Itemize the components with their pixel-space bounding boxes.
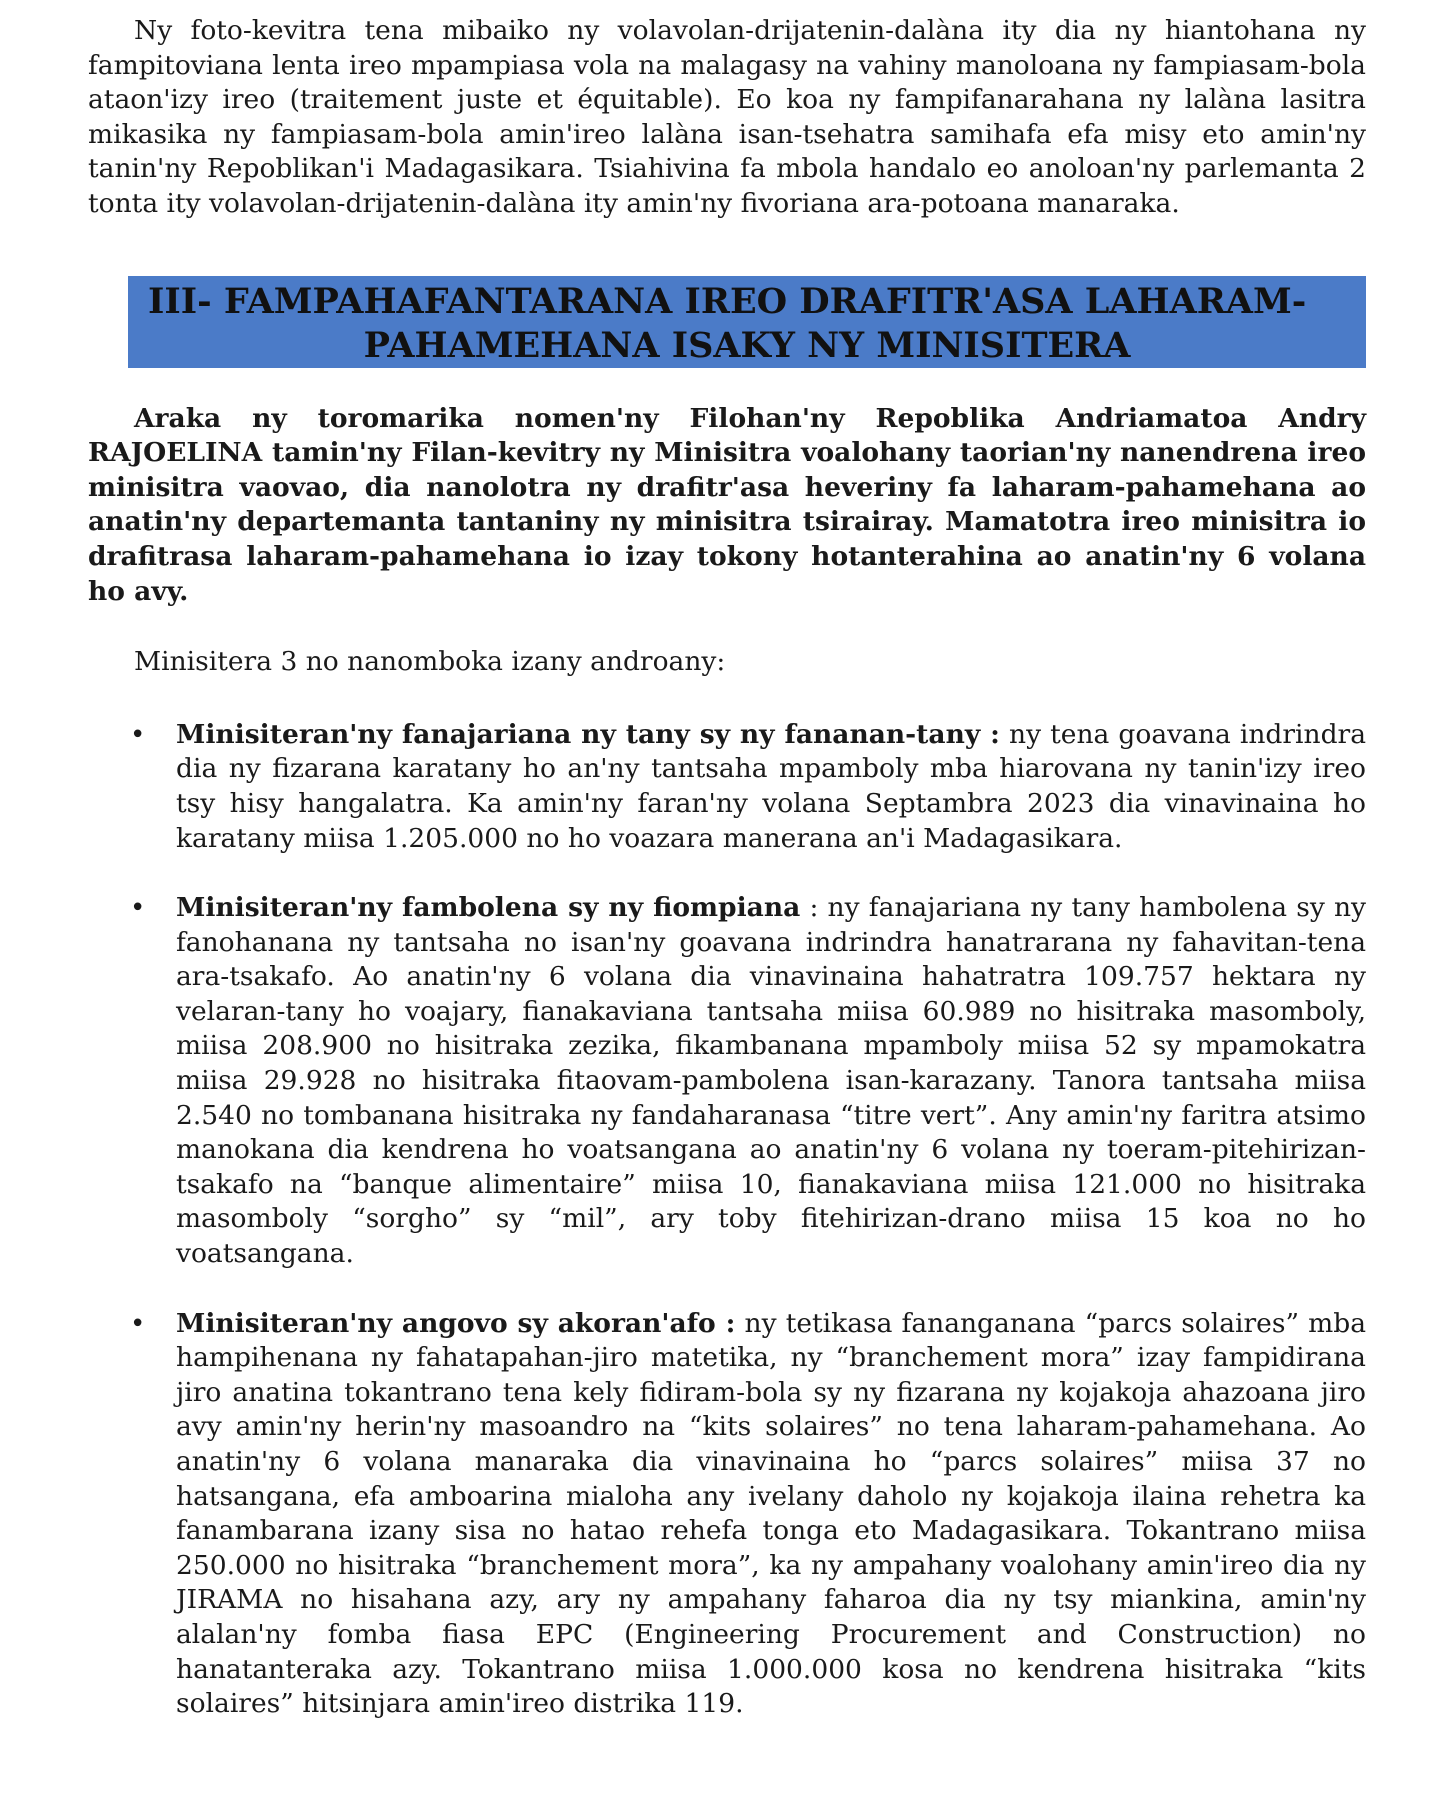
list-item-text (176, 891, 1366, 1272)
list-item-text (176, 718, 1366, 856)
ministry-description: ny tetikasa fananganana “parcs solaires” mba hampihenana ny fahatapahan-jiro matetika, ny “branchement mora” izay fampidirana jiro anatina tokantrano tena kely fidiram-bola sy ny fizarana ny kojakoja ahazoana jiro avy amin'ny herin'ny masoandro na “kits solaires” no tena laharam-pahamehana. Ao anatin'ny 6 volana manaraka dia vinavinaina ho “parcs solaires” miisa 37 no hatsangana, efa amboarina mialoha any ivelany daholo ny kojakoja ilaina rehetra ka fanambarana izany sisa no hatao rehefa tonga eto Madagasikara. Tokantrano miisa 250.000 no hisitraka “branchement mora”, ka ny ampahany voalohany amin'ireo dia ny JIRAMA no hisahana azy, ary ny ampahany faharoa dia ny tsy miankina, amin'ny alalan'ny fomba fiasa EPC (Engineering Procurement and Construction) no hanatanteraka azy. Tokantrano miisa 1.000.000 kosa no kendrena hisitraka “kits solaires” hitsinjara amin'ireo distrika 119. (176, 1307, 1366, 1720)
ministry-description: : ny fanajariana ny tany hambolena sy ny fanohanana ny tantsaha no isan'ny goavana indrindra hanatrarana ny fahavitan-tena ara-tsakafo. Ao anatin'ny 6 volana dia vinavinaina hahatratra 109.757 hektara ny velaran-tany ho voajary, fianakaviana tantsaha miisa 60.989 no hisitraka masomboly, miisa 208.900 no hisitraka zezika, fikambanana mpamboly miisa 52 sy mpamokatra miisa 29.928 no hisitraka fitaovam-pambolena isan-karazany. Tanora tantsaha miisa 2.540 no tombanana hisitraka ny fandaharanasa “titre vert”. Any amin'ny faritra atsimo manokana dia kendrena ho voatsangana ao anatin'ny 6 volana ny toeram-pitehirizan-tsakafo na “banque alimentaire” miisa 10, fianakaviana miisa 121.000 no hisitraka masomboly “sorgho” sy “mil”, ary toby fitehirizan-drano miisa 15 koa no ho voatsangana. (176, 892, 1366, 1270)
section-heading (128, 276, 1366, 368)
document-page (88, 14, 1366, 1757)
section-heading-line-2: PAHAMEHANA ISAKY NY MINISITERA (363, 324, 1131, 366)
section-heading-line-1: III- FAMPAHAFANTARANA IREO DRAFITR'ASA LAHARAM- (148, 280, 1307, 322)
list-item (130, 1307, 1366, 1722)
ministry-description: ny tena goavana indrindra dia ny fizarana karatany ho an'ny tantsaha mpamboly mba hiarovana ny tanin'izy ireo tsy hisy hangalatra. Ka amin'ny faran'ny volana Septambra 2023 dia vinavinaina ho karatany miisa 1.205.000 no ho voazara manerana an'i Madagasikara. (176, 718, 1367, 854)
ministry-name: Minisiteran'ny angovo sy akoran'afo : (176, 1307, 736, 1339)
ministry-name: Minisiteran'ny fanajariana ny tany sy ny fananan-tany : (176, 718, 1000, 750)
list-item (130, 718, 1367, 856)
section-bold-paragraph: Araka ny toromarika nomen'ny Filohan'ny Repoblika Andriamatoa Andry RAJOELINA tamin'ny Filan-kevitry ny Minisitra voalohany taorian'ny nanendrena ireo minisitra vaovao, dia nanolotra ny drafitr'asa heveriny fa laharam-pahamehana ao anatin'ny departemanta tantaniny ny minisitra tsirairay. Mamatotra ireo minisitra io drafitrasa laharam-pahamehana io izay tokony hotanterahina ao anatin'ny 6 volana ho avy. (88, 402, 1366, 607)
intro-paragraph: Ny foto-kevitra tena mibaiko ny volavolan-drijatenin-dalàna ity dia ny hiantohana ny fampitoviana lenta ireo mpampiasa vola na malagasy na vahiny manoloana ny fampiasam-bola ataon'izy ireo (traitement juste et équitable). Eo koa ny fampifanarahana ny lalàna lasitra mikasika ny fampiasam-bola amin'ireo lalàna isan-tsehatra samihafa efa misy eto amin'ny tanin'ny Repoblikan'i Madagasikara. Tsiahivina fa mbola handalo eo anoloan'ny parlemanta 2 tonta ity volavolan-drijatenin-dalàna ity amin'ny fivoriana ara-potoana manaraka. (88, 15, 1366, 219)
list-item (130, 891, 1366, 1272)
bullet-icon: • (130, 719, 146, 750)
ministries-list (88, 718, 1366, 1722)
ministry-name: Minisiteran'ny fambolena sy ny fiompiana (176, 892, 801, 924)
list-item-text (176, 1307, 1366, 1722)
ministries-lead: Minisitera 3 no nanomboka izany androany: (134, 646, 726, 678)
bullet-icon: • (130, 1308, 146, 1339)
bullet-icon: • (130, 893, 146, 924)
